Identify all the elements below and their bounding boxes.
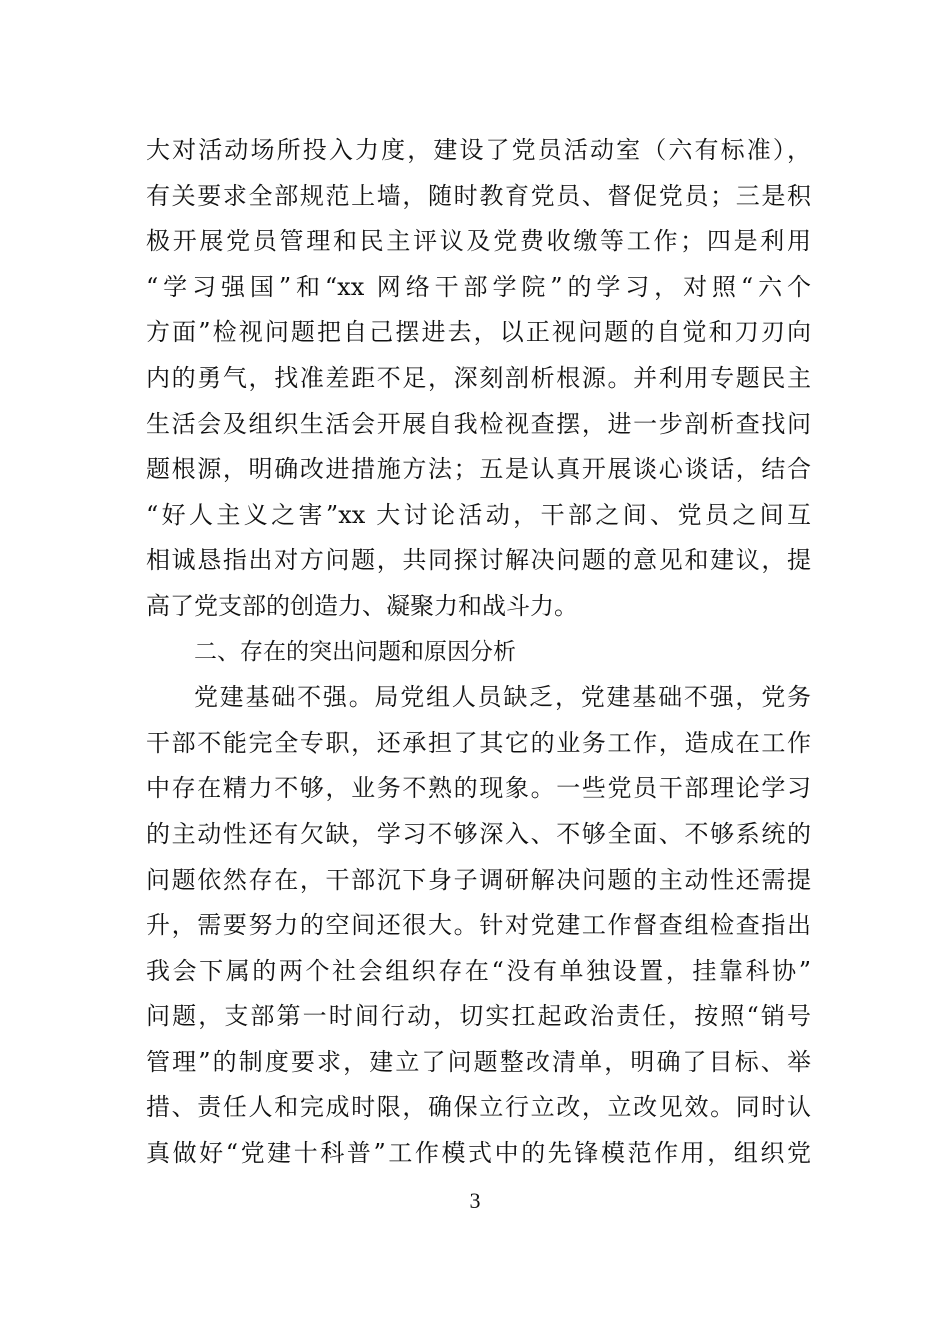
- text-line: 党建基础不强。局党组人员缺乏，党建基础不强，党务: [194, 683, 811, 712]
- body-text: [146, 128, 811, 1177]
- text-line: 真做好“党建十科普”工作模式中的先锋模范作用，组织党: [146, 1139, 811, 1168]
- text-line: 高了党支部的创造力、凝聚力和战斗力。: [146, 591, 578, 620]
- text-line: 措、责任人和完成时限，确保立行立改，立改见效。同时认: [146, 1093, 811, 1122]
- paragraph-2: [146, 675, 811, 1177]
- text-line: 生活会及组织生活会开展自我检视查摆，进一步剖析查找问: [146, 409, 811, 438]
- text-line: “好人主义之害”xx 大讨论活动，干部之间、党员之间互: [146, 500, 811, 529]
- text-line: 我会下属的两个社会组织存在“没有单独设置，挂靠科协”: [146, 956, 811, 985]
- text-line: 有关要求全部规范上墙，随时教育党员、督促党员；三是积: [146, 181, 811, 210]
- section-heading: 二、存在的突出问题和原因分析: [194, 638, 516, 665]
- text-line: 方面”检视问题把自己摆进去，以正视问题的自觉和刀刃向: [146, 318, 811, 347]
- text-line: 题根源，明确改进措施方法；五是认真开展谈心谈话，结合: [146, 455, 811, 484]
- text-line: 管理”的制度要求，建立了问题整改清单，明确了目标、举: [146, 1047, 811, 1076]
- text-line: 升，需要努力的空间还很大。针对党建工作督查组检查指出: [146, 911, 811, 940]
- text-line: 中存在精力不够，业务不熟的现象。一些党员干部理论学习: [146, 774, 811, 803]
- paragraph-1: [146, 128, 811, 630]
- text-line: 干部不能完全专职，还承担了其它的业务工作，造成在工作: [146, 728, 811, 757]
- text-line: 相诚恳指出对方问题，共同探讨解决问题的意见和建议，提: [146, 546, 811, 575]
- text-line: 极开展党员管理和民主评议及党费收缴等工作；四是利用: [146, 227, 811, 256]
- text-line: 问题，支部第一时间行动，切实扛起政治责任，按照“销号: [146, 1002, 811, 1031]
- text-line: 的主动性还有欠缺，学习不够深入、不够全面、不够系统的: [146, 819, 811, 848]
- text-line: “学习强国”和“xx 网络干部学院”的学习，对照“六个: [146, 272, 811, 301]
- text-line: 内的勇气，找准差距不足，深刻剖析根源。并利用专题民主: [146, 363, 811, 392]
- text-line: 大对活动场所投入力度，建设了党员活动室（六有标准），: [146, 136, 811, 164]
- page-number: 3: [469, 1188, 481, 1213]
- text-line: 问题依然存在，干部沉下身子调研解决问题的主动性还需提: [146, 865, 811, 894]
